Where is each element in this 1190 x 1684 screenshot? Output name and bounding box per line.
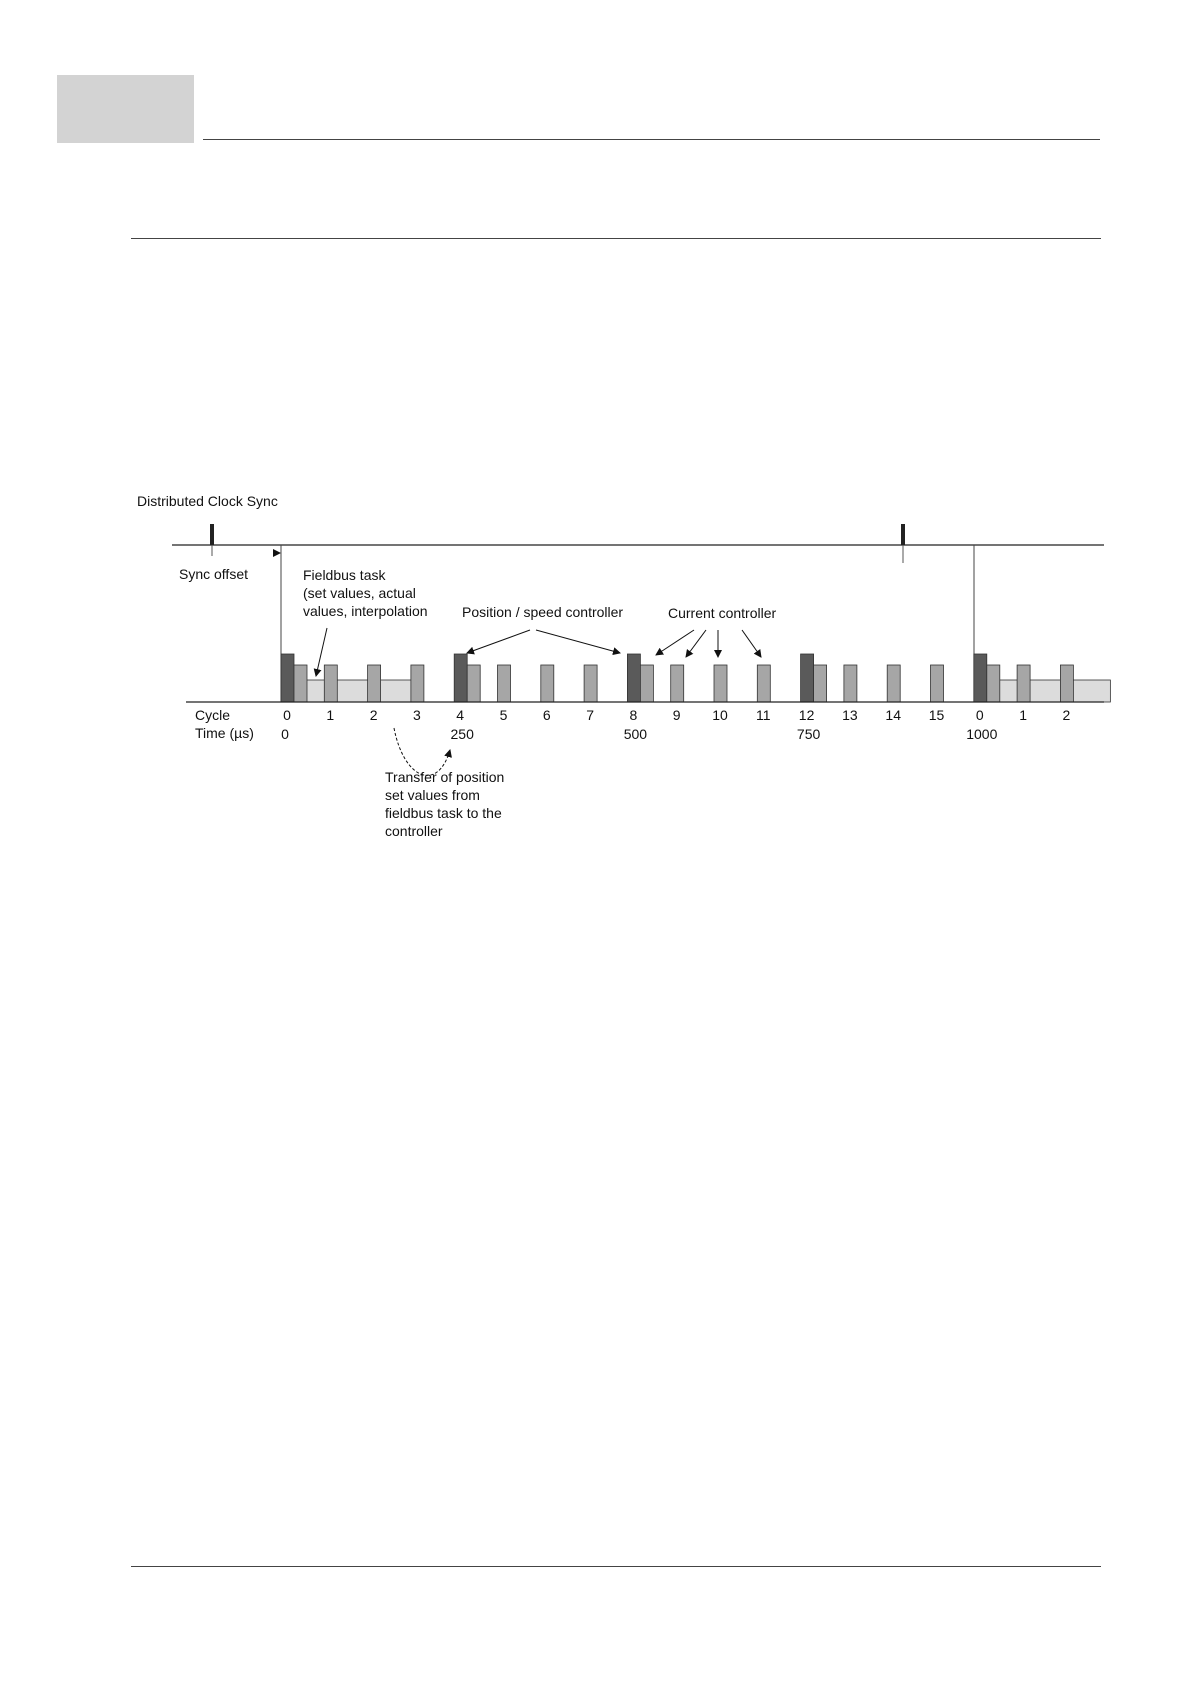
position-speed-label: Position / speed controller <box>462 604 624 620</box>
time-tick-label: 0 <box>281 726 289 742</box>
header-rule <box>203 139 1100 140</box>
section-rule <box>131 238 1101 239</box>
current-controller-block <box>584 665 597 702</box>
cycle-tick-label: 4 <box>456 707 465 723</box>
position-speed-block <box>454 654 467 702</box>
dc-sync-title: Distributed Clock Sync <box>137 493 278 509</box>
current-controller-block <box>640 665 653 702</box>
cycle-tick-label: 15 <box>928 707 945 723</box>
footer-rule <box>131 1566 1101 1567</box>
cycle-ticks <box>283 707 1070 723</box>
current-controller-block <box>324 665 337 702</box>
cycle-tick-label: 1 <box>1019 707 1027 723</box>
time-tick-label: 750 <box>796 726 821 742</box>
transfer-label-line: Transfer of position <box>385 769 505 785</box>
cycle-tick-label: 11 <box>756 707 771 723</box>
transfer-label-line: set values from <box>385 787 480 803</box>
time-tick-label: 250 <box>450 726 474 742</box>
cycle-tick-label: 3 <box>413 707 421 723</box>
timing-diagram <box>0 480 1190 860</box>
cycle-tick-label: 2 <box>1062 707 1071 723</box>
current-controller-block <box>931 665 944 702</box>
cycle-axis-label: Cycle <box>195 707 231 723</box>
cycle-tick-label: 13 <box>842 707 858 723</box>
sync-pulse-marker <box>210 524 214 545</box>
time-tick-label: 500 <box>623 726 648 742</box>
position-speed-block <box>281 654 294 702</box>
current-controller-label: Current controller <box>668 605 777 621</box>
cycle-tick-label: 9 <box>672 707 681 723</box>
cycle-tick-label: 0 <box>975 707 984 723</box>
current-controller-block <box>757 665 770 702</box>
cycle-tick-label: 12 <box>798 707 815 723</box>
cycle-tick-label: 7 <box>586 707 594 723</box>
current-controller-block <box>467 665 480 702</box>
position-speed-block <box>974 654 987 702</box>
current-arrow <box>656 630 694 655</box>
cycle-tick-label: 1 <box>326 707 335 723</box>
position-arrow-left <box>467 630 530 653</box>
cycle-tick-label: 5 <box>499 707 508 723</box>
transfer-label-line: fieldbus task to the <box>385 805 502 821</box>
current-controller-block <box>294 665 307 702</box>
fieldbus-label-line: (set values, actual <box>303 585 416 601</box>
task-blocks <box>281 654 1110 702</box>
cycle-tick-label: 6 <box>542 707 551 723</box>
cycle-tick-label: 2 <box>369 707 378 723</box>
current-controller-block <box>1017 665 1030 702</box>
time-tick-label: 1000 <box>966 726 998 742</box>
cycle-tick-label: 8 <box>629 707 638 723</box>
sync-offset-label: Sync offset <box>179 566 249 582</box>
position-speed-block <box>801 654 814 702</box>
cycle-tick-label: 10 <box>712 707 728 723</box>
header-tab-block <box>57 75 194 143</box>
fieldbus-task-label <box>303 567 428 619</box>
current-controller-block <box>987 665 1000 702</box>
time-axis-label: Time (µs) <box>195 725 254 741</box>
current-controller-block <box>814 665 827 702</box>
current-controller-block <box>368 665 381 702</box>
time-ticks <box>281 726 997 742</box>
fieldbus-task-block <box>998 680 1111 702</box>
current-controller-block <box>844 665 857 702</box>
current-controller-block <box>887 665 900 702</box>
current-controller-block <box>671 665 684 702</box>
current-arrow <box>742 630 761 657</box>
transfer-label-line: controller <box>385 823 443 839</box>
current-controller-block <box>714 665 727 702</box>
current-controller-block <box>498 665 511 702</box>
current-controller-block <box>1060 665 1073 702</box>
fieldbus-label-line: values, interpolation <box>303 603 428 619</box>
fieldbus-label-line: Fieldbus task <box>303 567 386 583</box>
position-speed-block <box>627 654 640 702</box>
sync-pulse-marker <box>901 524 905 545</box>
current-controller-block <box>541 665 554 702</box>
cycle-tick-label: 0 <box>283 707 291 723</box>
current-controller-block <box>411 665 424 702</box>
cycle-tick-label: 14 <box>885 707 901 723</box>
position-arrow-right <box>536 630 620 653</box>
fieldbus-task-block <box>305 680 418 702</box>
current-arrow <box>686 630 706 657</box>
transfer-label <box>385 769 508 839</box>
